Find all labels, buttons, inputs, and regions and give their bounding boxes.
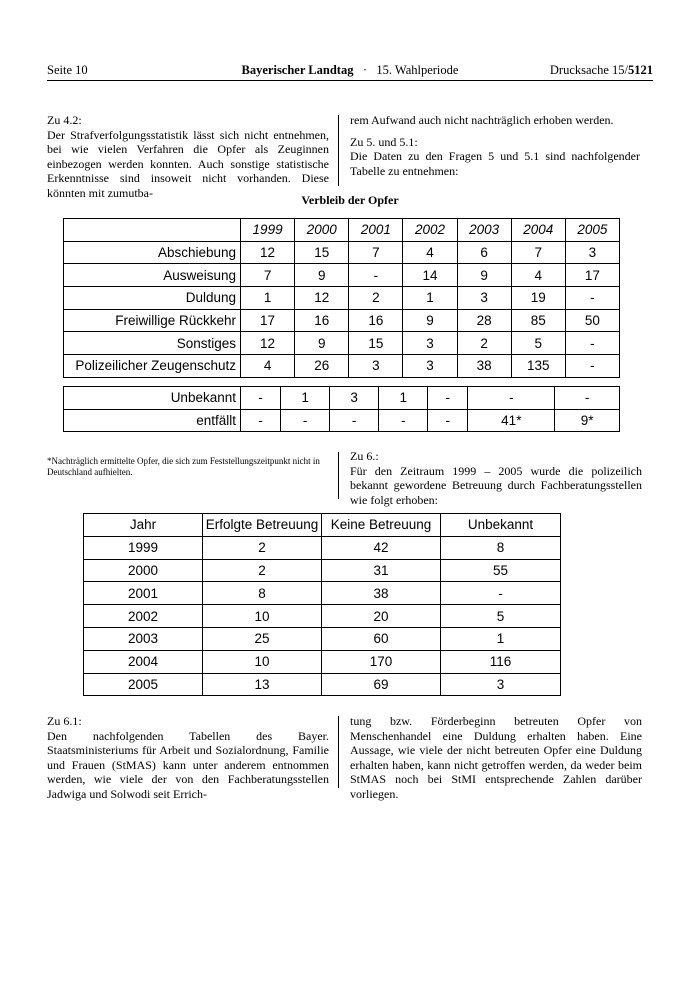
table-cell: 116 — [441, 650, 561, 673]
table-cell: 10 — [203, 650, 322, 673]
table-cell: 3 — [403, 355, 457, 378]
table-cell: 16 — [349, 309, 403, 332]
row-label: Polizeilicher Zeugenschutz — [64, 355, 241, 378]
table-cell: 1 — [441, 627, 561, 650]
header-rule — [47, 80, 653, 81]
victims-table — [63, 218, 620, 378]
table-cell: - — [330, 409, 379, 432]
table-row — [64, 264, 620, 287]
table-cell: - — [349, 264, 403, 287]
table-cell: 7 — [349, 241, 403, 264]
column-divider — [338, 716, 339, 788]
table-cell: 15 — [295, 241, 349, 264]
table-cell: 17 — [241, 309, 295, 332]
victims-table-supplement — [63, 386, 620, 432]
table-cell: 4 — [241, 355, 295, 378]
page-header — [47, 63, 653, 81]
year-header: 1999 — [241, 219, 295, 242]
parliament-name: Bayerischer Landtag — [241, 63, 354, 77]
table-row — [64, 309, 620, 332]
table-cell: 2005 — [84, 673, 203, 696]
table-cell: 2004 — [84, 650, 203, 673]
table-cell: 38 — [457, 355, 511, 378]
table-cell: - — [241, 409, 281, 432]
answer-6 — [350, 449, 642, 507]
table-cell: 3 — [349, 355, 403, 378]
answer-6-1-continued — [350, 714, 642, 802]
table-cell: 2001 — [84, 582, 203, 605]
table-cell: 3 — [403, 332, 457, 355]
table-cell: 1 — [241, 287, 295, 310]
heading-4-2: Zu 4.2: — [47, 113, 82, 127]
table-cell: 28 — [457, 309, 511, 332]
table-row — [84, 673, 561, 696]
table-cell: - — [565, 355, 619, 378]
text-4-2-continued: rem Aufwand auch nicht nachträglich erhoben werden. — [350, 113, 614, 127]
table-cell: 5 — [511, 332, 565, 355]
table-row — [84, 650, 561, 673]
heading-6: Zu 6.: — [350, 449, 379, 463]
answer-4-2 — [47, 113, 329, 201]
table-row — [64, 355, 620, 378]
year-header: 2002 — [403, 219, 457, 242]
row-label: Freiwillige Rückkehr — [64, 309, 241, 332]
row-label: Abschiebung — [64, 241, 241, 264]
table-row — [84, 582, 561, 605]
table-cell: 12 — [241, 241, 295, 264]
table-cell: - — [428, 387, 468, 410]
doc-prefix: Drucksache 15/ — [549, 63, 628, 77]
column-divider — [338, 452, 339, 499]
table-cell: 4 — [403, 241, 457, 264]
row-label: Sonstiges — [64, 332, 241, 355]
year-header: 2004 — [511, 219, 565, 242]
table-cell: 9* — [555, 409, 620, 432]
table-cell: 50 — [565, 309, 619, 332]
text-4-2: Der Strafverfolgungsstatistik lässt sich nicht entnehmen, bei wie vielen Verfahren die Opfer als Zeuginnen einbezogen werden konnten. Auch sonstige statistische Erkenntnisse sind insoweit nicht vorhanden. Diese könnten mit zumutba- — [47, 127, 329, 200]
table-cell: 2 — [349, 287, 403, 310]
table-cell: 38 — [322, 582, 441, 605]
text-6-1: Den nachfolgenden Tabellen des Bayer. Staatsministeriums für Arbeit und Sozialordnung, Familie und Frauen (StMAS) kann unter anderem entnommen werden, wie viele der von den Fachberatungsstellen Jadwiga und Solwodi seit Errich- — [47, 728, 329, 801]
table-cell: 9 — [457, 264, 511, 287]
heading-5: Zu 5. und 5.1: — [350, 134, 418, 149]
table-cell: 8 — [203, 582, 322, 605]
table-cell: 6 — [457, 241, 511, 264]
table1-title: Verbleib der Opfer — [301, 193, 399, 207]
text-5: Die Daten zu den Fragen 5 und 5.1 sind nachfolgender Tabelle zu entnehmen: — [350, 149, 640, 178]
table-cell: - — [241, 387, 281, 410]
answer-5 — [350, 113, 640, 178]
column-header: Keine Betreuung — [322, 514, 441, 537]
footnote: *Nachträglich ermittelte Opfer, die sich zum Feststellungszeitpunkt nicht in Deutschland aufhielten. — [47, 456, 320, 477]
table-row — [64, 332, 620, 355]
table-row — [64, 387, 620, 410]
table-row — [84, 627, 561, 650]
table-cell: 12 — [295, 287, 349, 310]
table-cell: 9 — [295, 332, 349, 355]
table-cell: 10 — [203, 605, 322, 628]
table-row — [64, 409, 620, 432]
table-cell: 3 — [565, 241, 619, 264]
table-row — [64, 287, 620, 310]
table-cell: 2002 — [84, 605, 203, 628]
text-6: Für den Zeitraum 1999 – 2005 wurde die polizeilich bekannt gewordene Betreuung durch Fachberatungsstellen wie folgt erhoben: — [350, 463, 642, 507]
row-label: Ausweisung — [64, 264, 241, 287]
table-row — [84, 536, 561, 559]
table-cell: 7 — [511, 241, 565, 264]
column-header: Unbekannt — [441, 514, 561, 537]
table-cell: - — [441, 582, 561, 605]
table-cell: - — [379, 409, 428, 432]
table-cell: 1999 — [84, 536, 203, 559]
table-cell: 25 — [203, 627, 322, 650]
table-cell: 20 — [322, 605, 441, 628]
table-cell: - — [281, 409, 330, 432]
table-cell: 1 — [379, 387, 428, 410]
table-cell: - — [428, 409, 468, 432]
answer-6-1 — [47, 714, 329, 802]
table-corner — [64, 219, 241, 242]
table-header-row — [64, 219, 620, 242]
table-cell: 55 — [441, 559, 561, 582]
column-divider — [338, 115, 339, 186]
heading-6-1: Zu 6.1: — [47, 714, 82, 728]
table-cell: 85 — [511, 309, 565, 332]
text-6-1-continued: tung bzw. Förderbeginn betreuten Opfer von Menschenhandel eine Duldung erhalten haben. Eine Aussage, wie viele der nicht betreuten Opfer eine Duldung erhalten haben, kann nicht getroffen werden, da weder beim StMAS noch bei StMI entsprechende Zahlen darüber vorliegen. — [350, 714, 642, 801]
table-row — [84, 605, 561, 628]
table-cell: 7 — [241, 264, 295, 287]
table-cell: 60 — [322, 627, 441, 650]
table-cell: 31 — [322, 559, 441, 582]
doc-number: 5121 — [628, 63, 653, 77]
table-cell: - — [468, 387, 555, 410]
row-label: entfällt — [64, 409, 241, 432]
table-cell: 2003 — [84, 627, 203, 650]
table-cell: 12 — [241, 332, 295, 355]
page-number: Seite 10 — [47, 63, 88, 77]
counselling-table — [83, 513, 561, 696]
table-header-row — [84, 514, 561, 537]
table-cell: 135 — [511, 355, 565, 378]
year-header: 2005 — [565, 219, 619, 242]
row-label: Unbekannt — [64, 387, 241, 410]
table-cell: 69 — [322, 673, 441, 696]
table-cell: 1 — [281, 387, 330, 410]
table-cell: 41* — [468, 409, 555, 432]
table-cell: 4 — [511, 264, 565, 287]
table-cell: 26 — [295, 355, 349, 378]
year-header: 2000 — [295, 219, 349, 242]
year-header: 2003 — [457, 219, 511, 242]
table-cell: 14 — [403, 264, 457, 287]
table-cell: 17 — [565, 264, 619, 287]
table-cell: 5 — [441, 605, 561, 628]
column-header: Jahr — [84, 514, 203, 537]
table-cell: 1 — [403, 287, 457, 310]
table-cell: 19 — [511, 287, 565, 310]
column-header: Erfolgte Betreuung — [203, 514, 322, 537]
table-cell: 9 — [403, 309, 457, 332]
table-cell: - — [565, 332, 619, 355]
table-cell: 2 — [203, 559, 322, 582]
table-cell: 2 — [203, 536, 322, 559]
row-label: Duldung — [64, 287, 241, 310]
table-cell: - — [565, 287, 619, 310]
table-cell: 9 — [295, 264, 349, 287]
table-row — [64, 241, 620, 264]
table-cell: 2000 — [84, 559, 203, 582]
table-cell: 2 — [457, 332, 511, 355]
table-cell: 8 — [441, 536, 561, 559]
table-cell: 16 — [295, 309, 349, 332]
year-header: 2001 — [349, 219, 403, 242]
document-reference — [550, 63, 653, 78]
table-cell: 15 — [349, 332, 403, 355]
table-cell: 42 — [322, 536, 441, 559]
table-cell: 3 — [330, 387, 379, 410]
table-cell: 3 — [441, 673, 561, 696]
header-separator: · — [362, 63, 367, 77]
table-row — [84, 559, 561, 582]
table-cell: - — [555, 387, 620, 410]
table-cell: 13 — [203, 673, 322, 696]
table-cell: 170 — [322, 650, 441, 673]
table-cell: 3 — [457, 287, 511, 310]
legislative-period: 15. Wahlperiode — [376, 63, 459, 77]
